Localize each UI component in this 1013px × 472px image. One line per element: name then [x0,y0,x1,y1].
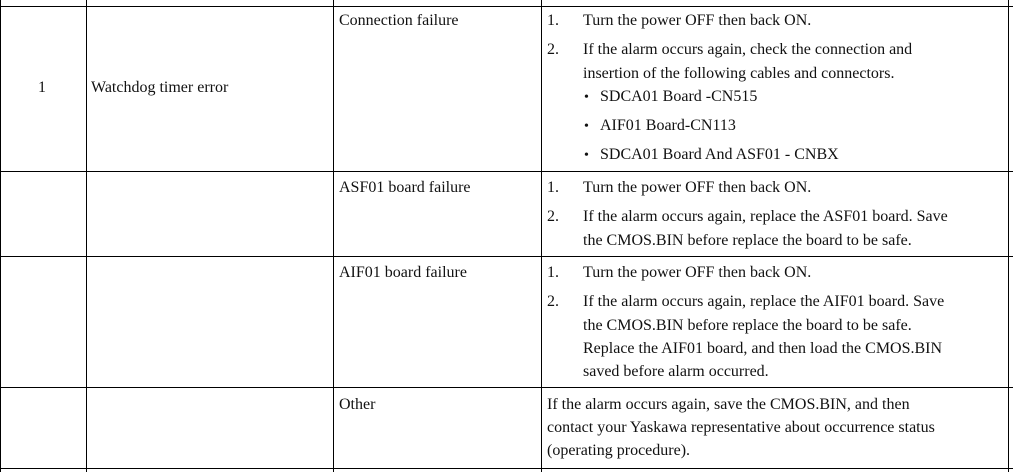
step-number: 2. [547,41,559,58]
bullet-icon: • [584,119,589,134]
cause-text: Connection failure [339,12,459,29]
column-divider [86,0,87,472]
row-number: 1 [38,79,46,96]
bullet-item: SDCA01 Board And ASF01 - CNBX [600,146,839,163]
step-number: 2. [547,208,559,225]
step-number: 1. [547,12,559,29]
row-divider [0,256,1013,257]
bullet-icon: • [584,148,589,163]
step-text: Replace the AIF01 board, and then load the CMOS.BIN [583,340,943,357]
row-divider [0,387,1013,388]
step-number: 2. [547,293,559,310]
cause-text: ASF01 board failure [339,179,471,196]
row-divider [0,468,1013,469]
step-text: If the alarm occurs again, replace the AIF01 board. Save [583,293,945,310]
step-number: 1. [547,264,559,281]
step-text: Turn the power OFF then back ON. [583,264,812,281]
bullet-item: AIF01 Board-CN113 [600,117,736,134]
step-text: insertion of the following cables and connectors. [583,65,895,82]
cause-text: Other [339,396,376,413]
step-text: Turn the power OFF then back ON. [583,179,812,196]
cause-text: AIF01 board failure [339,264,467,281]
bullet-item: SDCA01 Board -CN515 [600,88,758,105]
remedy-text: contact your Yaskawa representative about occurrence status [547,419,935,436]
table-border-left [0,0,1,472]
step-number: 1. [547,179,559,196]
remedy-text: (operating procedure). [547,442,691,459]
row-divider [0,171,1013,172]
alarm-name: Watchdog timer error [91,79,229,96]
remedy-text: If the alarm occurs again, save the CMOS.BIN, and then [547,396,910,413]
step-text: Turn the power OFF then back ON. [583,12,812,29]
step-text: the CMOS.BIN before replace the board to be safe. [583,317,912,334]
step-text: saved before alarm occurred. [583,363,769,380]
step-text: the CMOS.BIN before replace the board to be safe. [583,232,912,249]
step-text: If the alarm occurs again, check the connection and [583,41,913,58]
bullet-icon: • [584,90,589,105]
table-border-right [1008,0,1009,472]
row-divider [0,6,1013,7]
column-divider [333,0,334,472]
step-text: If the alarm occurs again, replace the ASF01 board. Save [583,208,948,225]
column-divider [541,0,542,472]
